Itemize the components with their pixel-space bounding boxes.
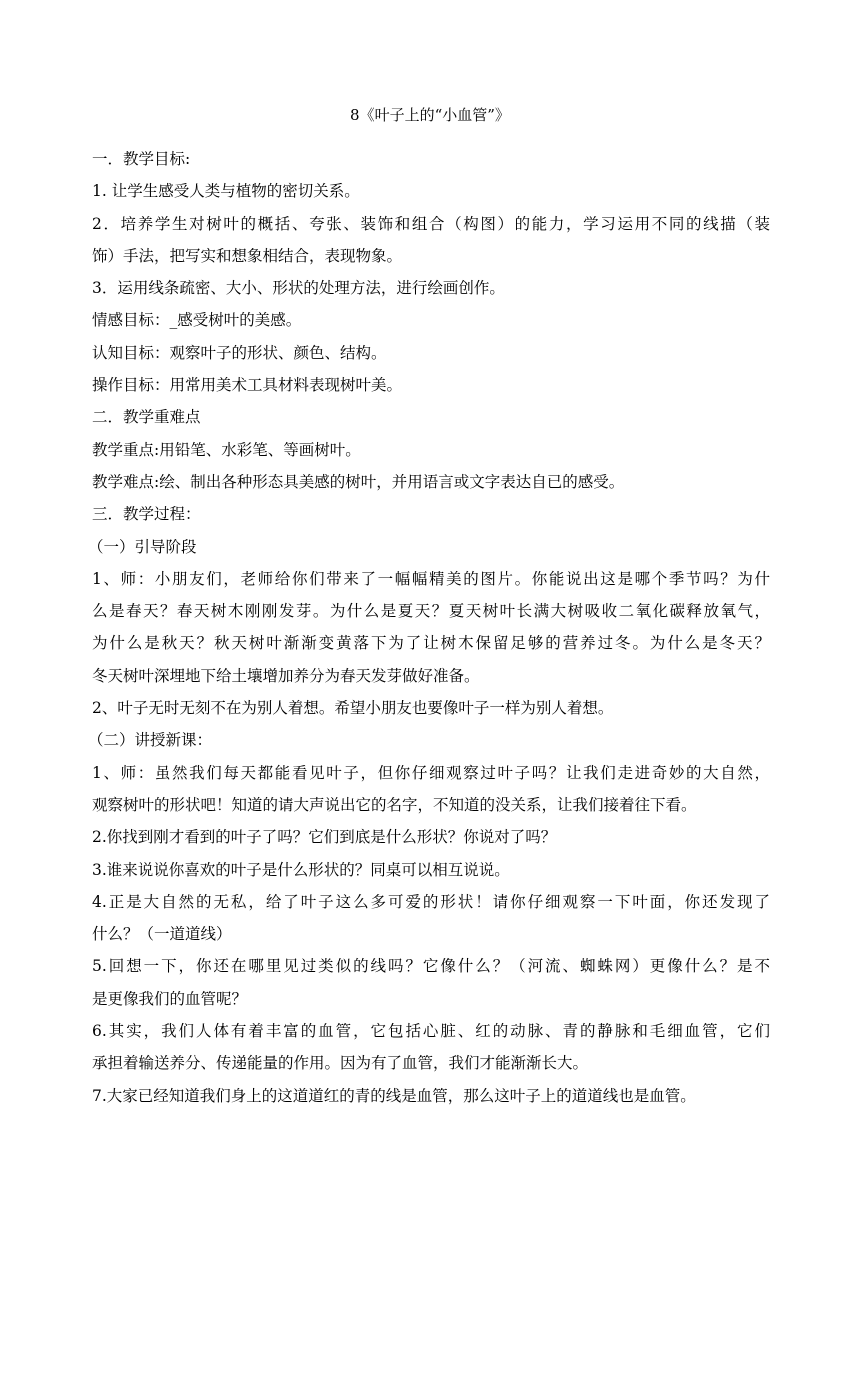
paragraph-line: 是更像我们的血管呢？ <box>92 989 248 1008</box>
paragraph-line: 6.其实，我们人体有着丰富的血管，它包括心脏、红的动脉、青的静脉和毛细血管，它们 <box>92 1022 770 1041</box>
subsection-heading: （一）引导阶段 <box>88 537 197 556</box>
paragraph-line: 2、叶子无时无刻不在为别人着想。希望小朋友也要像叶子一样为别人着想。 <box>92 699 614 718</box>
paragraph-line: 冬天树叶深埋地下给土壤增加养分为春天发芽做好准备。 <box>92 666 480 685</box>
paragraph-line: 5.回想一下，你还在哪里见过类似的线吗？它像什么？（河流、蜘蛛网）更像什么？是不 <box>92 957 770 976</box>
document-body <box>88 143 770 1112</box>
paragraph-line: 4.正是大自然的无私，给了叶子这么多可爱的形状！请你仔细观察一下叶面，你还发现了 <box>92 892 770 911</box>
paragraph-line: 3．运用线条疏密、大小、形状的处理方法，进行绘画创作。 <box>92 279 505 298</box>
paragraph-line: 7.大家已经知道我们身上的这道道红的青的线是血管，那么这叶子上的道道线也是血管。 <box>92 1086 696 1105</box>
paragraph-line: 1、师：小朋友们，老师给你们带来了一幅幅精美的图片。你能说出这是哪个季节吗？为什 <box>92 569 770 588</box>
paragraph-line: 3.谁来说说你喜欢的叶子是什么形状的？同桌可以相互说说。 <box>92 860 510 879</box>
paragraph-line: 承担着输送养分、传递能量的作用。因为有了血管，我们才能渐渐长大。 <box>92 1054 589 1073</box>
paragraph-line: 情感目标：_感受树叶的美感。 <box>92 311 302 330</box>
paragraph-line: 1、师：虽然我们每天都能看见叶子，但你仔细观察过叶子吗？让我们走进奇妙的大自然， <box>92 763 770 782</box>
paragraph-line: 1. 让学生感受人类与植物的密切关系。 <box>92 182 360 201</box>
paragraph-line: 教学重点:用铅笔、水彩笔、等画树叶。 <box>92 440 361 459</box>
section-heading: 一．教学目标: <box>92 150 191 168</box>
paragraph-line: 2．培养学生对树叶的概括、夸张、装饰和组合（构图）的能力，学习运用不同的线描（装 <box>92 214 770 233</box>
paragraph-line: 教学难点:绘、制出各种形态具美感的树叶，并用语言或文字表达自已的感受。 <box>92 472 625 491</box>
page-title: 8《叶子上的“小血管”》 <box>350 106 510 124</box>
paragraph-line: 认知目标：观察叶子的形状、颜色、结构。 <box>92 343 387 362</box>
paragraph-line: 2.你找到刚才看到的叶子了吗？它们到底是什么形状？你说对了吗？ <box>92 828 557 847</box>
paragraph-line: 么是春天？春天树木刚刚发芽。为什么是夏天？夏天树叶长满大树吸收二氧化碳释放氧气， <box>92 602 770 621</box>
paragraph-line: 为什么是秋天？秋天树叶渐渐变黄落下为了让树木保留足够的营养过冬。为什么是冬天？ <box>92 634 770 653</box>
paragraph-line: 什么？（一道道线） <box>92 925 232 944</box>
subsection-heading: （二）讲授新课： <box>88 731 213 750</box>
section-heading: 三．教学过程： <box>92 505 201 524</box>
paragraph-line: 饰）手法，把写实和想象相结合，表现物象。 <box>92 246 403 265</box>
paragraph-line: 观察树叶的形状吧！知道的请大声说出它的名字，不知道的没关系，让我们接着往下看。 <box>92 795 697 814</box>
section-heading: 二．教学重难点 <box>92 408 201 427</box>
paragraph-line: 操作目标：用常用美术工具材料表现树叶美。 <box>92 376 403 395</box>
